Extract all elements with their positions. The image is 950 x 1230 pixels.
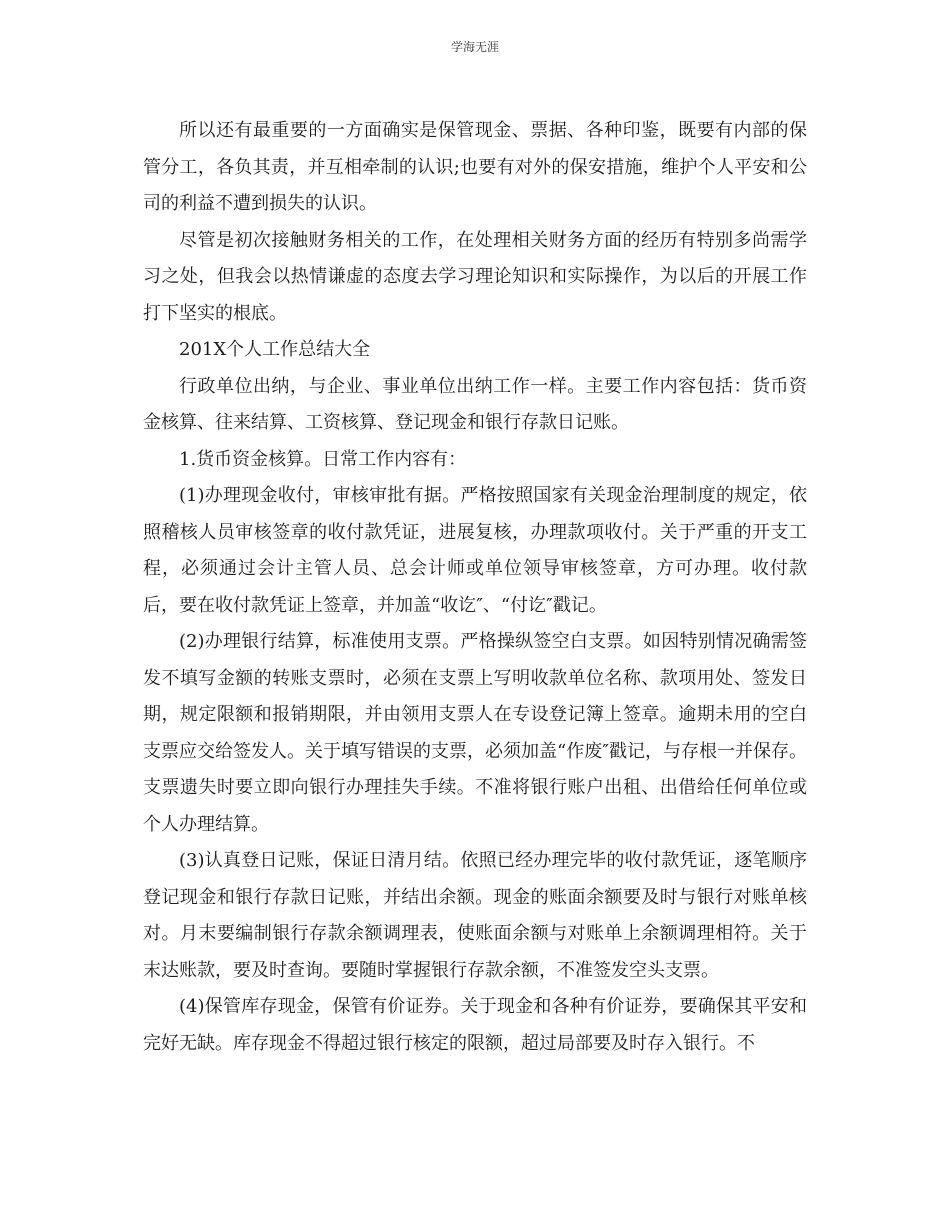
- paragraph: 所以还有最重要的一方面确实是保管现金、票据、各种印鉴，既要有内部的保管分工，各负其责，并互相牵制的认识;也要有对外的保安措施，维护个人平安和公司的利益不遭到损失的认识。: [143, 120, 807, 214]
- section-title: 201X个人工作总结大全: [179, 339, 371, 360]
- list-item: (3)认真登日记账，保证日清月结。依照已经办理完毕的收付款凭证，逐笔顺序登记现金和银行存款日记账，并结出余额。现金的账面余额要及时与银行对账单核对。月末要编制银行存款余额调理表，使账面余额与对账单上余额调理相符。关于末达账款，要及时查询。要随时掌握银行存款余额，不准签发空头支票。: [143, 850, 807, 981]
- list-item: (1)办理现金收付，审核审批有据。严格按照国家有关现金治理制度的规定，依照稽核人员审核签章的收付款凭证，进展复核，办理款项收付。关于严重的开支工程，必须通过会计主管人员、总会计师或单位领导审核签章，方可办理。收付款后，要在收付款凭证上签章，并加盖“收讫″、“付讫″戳记。: [143, 485, 807, 616]
- list-heading: 1.货币资金核算。日常工作内容有：: [179, 448, 467, 470]
- paragraph: 尽管是初次接触财务相关的工作，在处理相关财务方面的经历有特别多尚需学习之处，但我会以热情谦虚的态度去学习理论知识和实际操作，为以后的开展工作打下坚实的根底。: [143, 229, 807, 324]
- list-item: (2)办理银行结算，标准使用支票。严格操纵签空白支票。如因特别情况确需签发不填写金额的转账支票时，必须在支票上写明收款单位名称、款项用处、签发日期，规定限额和报销期限，并由领用支票人在专设登记簿上签章。逾期未用的空白支票应交给签发人。关于填写错误的支票，必须加盖“作废″戳记，与存根一并保存。支票遗失时要立即向银行办理挂失手续。不准将银行账户出租、出借给任何单位或个人办理结算。: [143, 631, 807, 835]
- paragraph: 行政单位出纳，与企业、事业单位出纳工作一样。主要工作内容包括：货币资金核算、往来结算、工资核算、登记现金和银行存款日记账。: [143, 375, 807, 433]
- list-item: (4)保管库存现金，保管有价证券。关于现金和各种有价证券，要确保其平安和完好无缺。库存现金不得超过银行核定的限额，超过局部要及时存入银行。不: [143, 996, 807, 1054]
- page-header: 学海无涯: [450, 40, 499, 54]
- document-body: [143, 113, 807, 1062]
